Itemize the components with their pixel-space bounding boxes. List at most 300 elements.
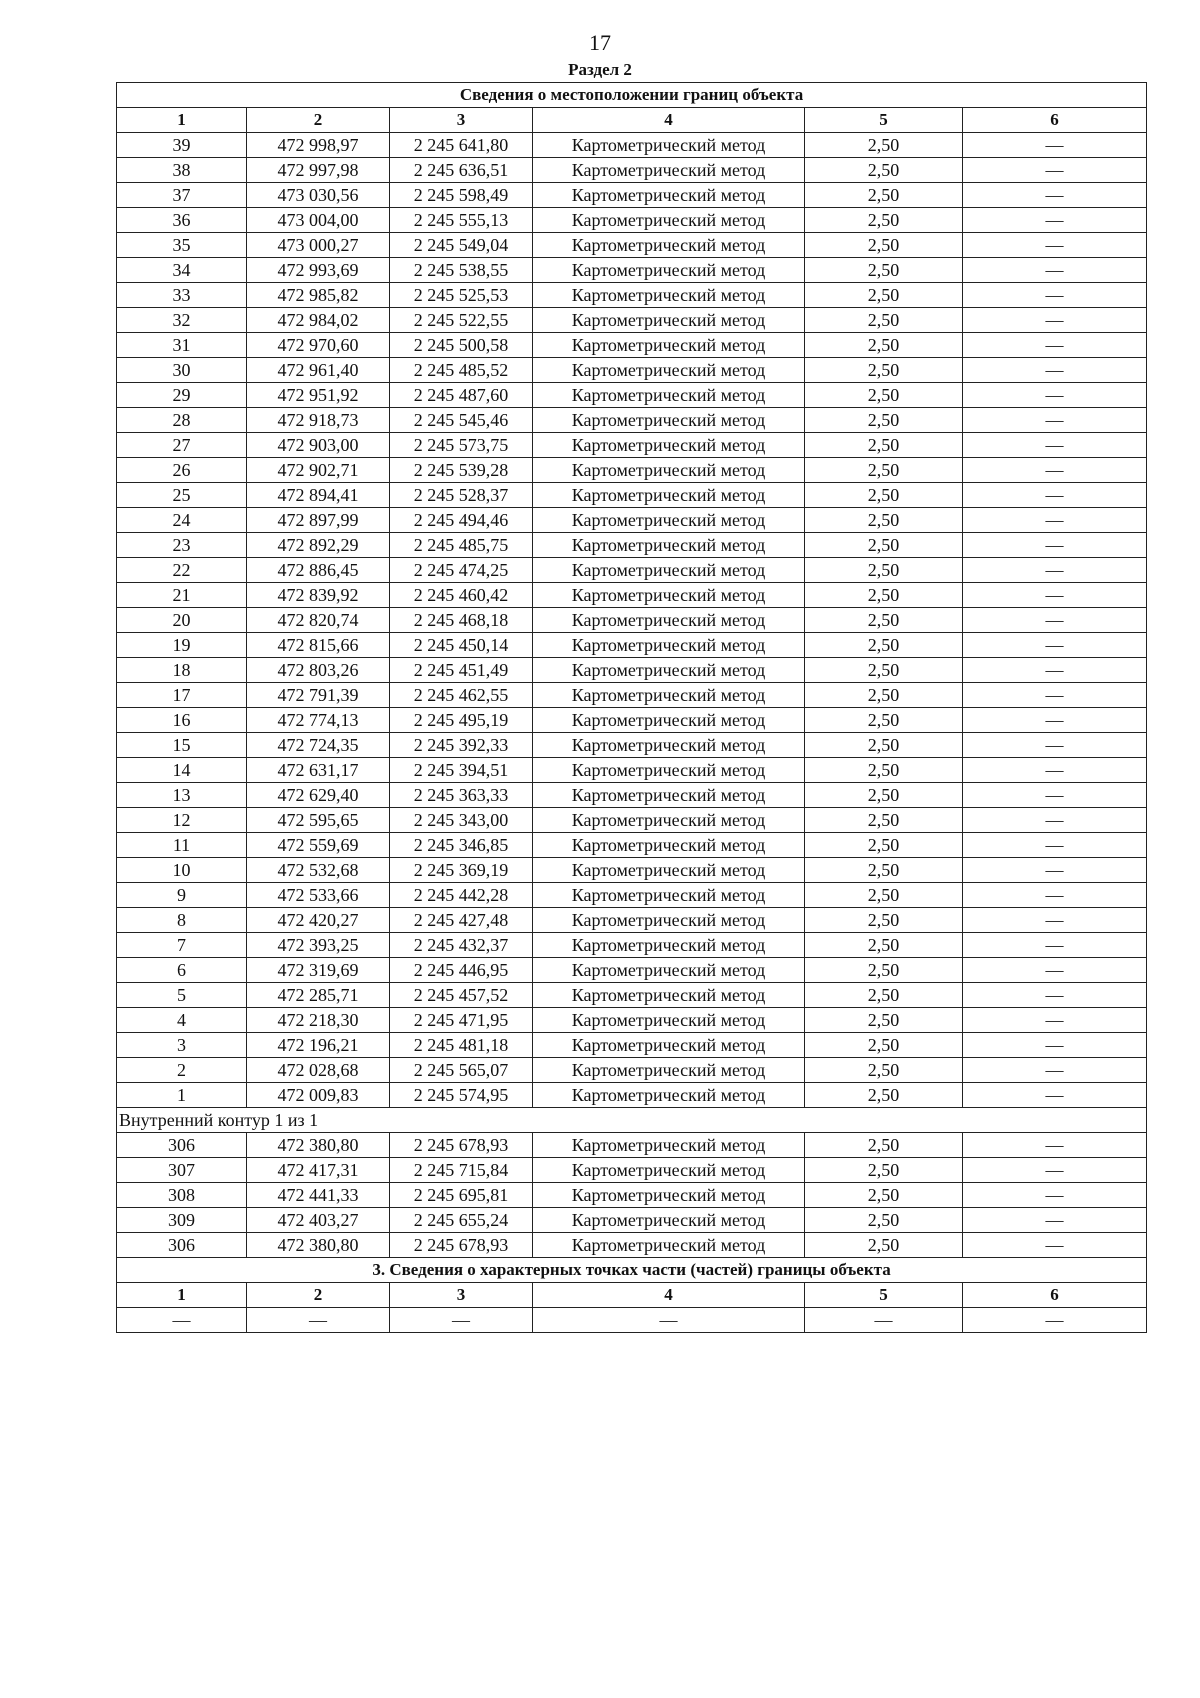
y-coordinate-cell: 2 245 678,93 xyxy=(390,1233,533,1258)
column-header: 6 xyxy=(963,1283,1147,1308)
description-cell: — xyxy=(963,808,1147,833)
accuracy-cell: 2,50 xyxy=(805,1133,963,1158)
description-cell: — xyxy=(963,558,1147,583)
accuracy-cell: 2,50 xyxy=(805,908,963,933)
accuracy-cell: 2,50 xyxy=(805,558,963,583)
description-cell: — xyxy=(963,1008,1147,1033)
point-number-cell: 27 xyxy=(117,433,247,458)
description-cell: — xyxy=(963,1083,1147,1108)
y-coordinate-cell: 2 245 457,52 xyxy=(390,983,533,1008)
description-cell: — xyxy=(963,458,1147,483)
description-cell: — xyxy=(963,533,1147,558)
column-header: 6 xyxy=(963,108,1147,133)
y-coordinate-cell: 2 245 451,49 xyxy=(390,658,533,683)
description-cell: — xyxy=(963,783,1147,808)
description-cell: — xyxy=(963,333,1147,358)
x-coordinate-cell: 472 417,31 xyxy=(247,1158,390,1183)
point-number-cell: 22 xyxy=(117,558,247,583)
y-coordinate-cell: 2 245 392,33 xyxy=(390,733,533,758)
x-coordinate-cell: 472 009,83 xyxy=(247,1083,390,1108)
page-number: 17 xyxy=(589,30,611,55)
table-row xyxy=(117,908,1147,933)
y-coordinate-cell: 2 245 636,51 xyxy=(390,158,533,183)
empty-cell: — xyxy=(533,1308,805,1333)
column-header: 5 xyxy=(805,1283,963,1308)
table-title-row xyxy=(117,83,1147,108)
x-coordinate-cell: 472 894,41 xyxy=(247,483,390,508)
point-number-cell: 308 xyxy=(117,1183,247,1208)
point-number-cell: 35 xyxy=(117,233,247,258)
accuracy-cell: 2,50 xyxy=(805,483,963,508)
description-cell: — xyxy=(963,208,1147,233)
y-coordinate-cell: 2 245 485,75 xyxy=(390,533,533,558)
x-coordinate-cell: 472 998,97 xyxy=(247,133,390,158)
x-coordinate-cell: 472 993,69 xyxy=(247,258,390,283)
x-coordinate-cell: 472 774,13 xyxy=(247,708,390,733)
point-number-cell: 306 xyxy=(117,1133,247,1158)
point-number-cell: 39 xyxy=(117,133,247,158)
x-coordinate-cell: 472 285,71 xyxy=(247,983,390,1008)
method-cell: Картометрический метод xyxy=(533,1233,805,1258)
y-coordinate-cell: 2 245 655,24 xyxy=(390,1208,533,1233)
accuracy-cell: 2,50 xyxy=(805,508,963,533)
accuracy-cell: 2,50 xyxy=(805,608,963,633)
empty-cell: — xyxy=(390,1308,533,1333)
description-cell: — xyxy=(963,858,1147,883)
inner-contour-row xyxy=(117,1108,1147,1133)
point-number-cell: 28 xyxy=(117,408,247,433)
x-coordinate-cell: 472 631,17 xyxy=(247,758,390,783)
description-cell: — xyxy=(963,983,1147,1008)
point-number-cell: 6 xyxy=(117,958,247,983)
table-row xyxy=(117,608,1147,633)
y-coordinate-cell: 2 245 474,25 xyxy=(390,558,533,583)
table-row xyxy=(117,783,1147,808)
accuracy-cell: 2,50 xyxy=(805,1058,963,1083)
y-coordinate-cell: 2 245 432,37 xyxy=(390,933,533,958)
x-coordinate-cell: 472 970,60 xyxy=(247,333,390,358)
method-cell: Картометрический метод xyxy=(533,1133,805,1158)
description-cell: — xyxy=(963,958,1147,983)
method-cell: Картометрический метод xyxy=(533,808,805,833)
point-number-cell: 12 xyxy=(117,808,247,833)
point-number-cell: 15 xyxy=(117,733,247,758)
description-cell: — xyxy=(963,283,1147,308)
method-cell: Картометрический метод xyxy=(533,433,805,458)
y-coordinate-cell: 2 245 481,18 xyxy=(390,1033,533,1058)
y-coordinate-cell: 2 245 528,37 xyxy=(390,483,533,508)
table-row xyxy=(117,683,1147,708)
section3-data-row xyxy=(117,1308,1147,1333)
column-header: 3 xyxy=(390,108,533,133)
method-cell: Картометрический метод xyxy=(533,1008,805,1033)
accuracy-cell: 2,50 xyxy=(805,333,963,358)
description-cell: — xyxy=(963,1133,1147,1158)
y-coordinate-cell: 2 245 427,48 xyxy=(390,908,533,933)
column-header: 3 xyxy=(390,1283,533,1308)
x-coordinate-cell: 472 951,92 xyxy=(247,383,390,408)
y-coordinate-cell: 2 245 678,93 xyxy=(390,1133,533,1158)
table-row xyxy=(117,833,1147,858)
column-header: 5 xyxy=(805,108,963,133)
y-coordinate-cell: 2 245 522,55 xyxy=(390,308,533,333)
point-number-cell: 309 xyxy=(117,1208,247,1233)
column-header: 4 xyxy=(533,108,805,133)
point-number-cell: 32 xyxy=(117,308,247,333)
x-coordinate-cell: 472 839,92 xyxy=(247,583,390,608)
y-coordinate-cell: 2 245 574,95 xyxy=(390,1083,533,1108)
x-coordinate-cell: 472 595,65 xyxy=(247,808,390,833)
y-coordinate-cell: 2 245 538,55 xyxy=(390,258,533,283)
x-coordinate-cell: 472 380,80 xyxy=(247,1233,390,1258)
method-cell: Картометрический метод xyxy=(533,533,805,558)
point-number-cell: 7 xyxy=(117,933,247,958)
column-header: 1 xyxy=(117,108,247,133)
method-cell: Картометрический метод xyxy=(533,933,805,958)
x-coordinate-cell: 472 791,39 xyxy=(247,683,390,708)
description-cell: — xyxy=(963,408,1147,433)
x-coordinate-cell: 472 218,30 xyxy=(247,1008,390,1033)
column-header: 4 xyxy=(533,1283,805,1308)
y-coordinate-cell: 2 245 539,28 xyxy=(390,458,533,483)
method-cell: Картометрический метод xyxy=(533,883,805,908)
x-coordinate-cell: 472 420,27 xyxy=(247,908,390,933)
accuracy-cell: 2,50 xyxy=(805,658,963,683)
description-cell: — xyxy=(963,158,1147,183)
description-cell: — xyxy=(963,708,1147,733)
column-header-row xyxy=(117,108,1147,133)
column-header: 2 xyxy=(247,1283,390,1308)
x-coordinate-cell: 472 393,25 xyxy=(247,933,390,958)
accuracy-cell: 2,50 xyxy=(805,1183,963,1208)
accuracy-cell: 2,50 xyxy=(805,883,963,908)
point-number-cell: 21 xyxy=(117,583,247,608)
table-row xyxy=(117,258,1147,283)
y-coordinate-cell: 2 245 369,19 xyxy=(390,858,533,883)
table-row xyxy=(117,483,1147,508)
method-cell: Картометрический метод xyxy=(533,683,805,708)
method-cell: Картометрический метод xyxy=(533,858,805,883)
description-cell: — xyxy=(963,683,1147,708)
x-coordinate-cell: 472 532,68 xyxy=(247,858,390,883)
accuracy-cell: 2,50 xyxy=(805,758,963,783)
inner-contour-label: Внутренний контур 1 из 1 xyxy=(117,1108,1147,1133)
x-coordinate-cell: 472 196,21 xyxy=(247,1033,390,1058)
point-number-cell: 36 xyxy=(117,208,247,233)
y-coordinate-cell: 2 245 343,00 xyxy=(390,808,533,833)
x-coordinate-cell: 472 997,98 xyxy=(247,158,390,183)
accuracy-cell: 2,50 xyxy=(805,808,963,833)
description-cell: — xyxy=(963,483,1147,508)
x-coordinate-cell: 472 533,66 xyxy=(247,883,390,908)
x-coordinate-cell: 472 892,29 xyxy=(247,533,390,558)
method-cell: Картометрический метод xyxy=(533,908,805,933)
table-row xyxy=(117,358,1147,383)
table-row xyxy=(117,458,1147,483)
accuracy-cell: 2,50 xyxy=(805,308,963,333)
description-cell: — xyxy=(963,733,1147,758)
point-number-cell: 2 xyxy=(117,1058,247,1083)
point-number-cell: 24 xyxy=(117,508,247,533)
description-cell: — xyxy=(963,358,1147,383)
accuracy-cell: 2,50 xyxy=(805,158,963,183)
method-cell: Картометрический метод xyxy=(533,708,805,733)
description-cell: — xyxy=(963,133,1147,158)
method-cell: Картометрический метод xyxy=(533,308,805,333)
table-row xyxy=(117,1058,1147,1083)
accuracy-cell: 2,50 xyxy=(805,1083,963,1108)
table-row xyxy=(117,733,1147,758)
accuracy-cell: 2,50 xyxy=(805,833,963,858)
y-coordinate-cell: 2 245 394,51 xyxy=(390,758,533,783)
table-row xyxy=(117,433,1147,458)
accuracy-cell: 2,50 xyxy=(805,858,963,883)
accuracy-cell: 2,50 xyxy=(805,983,963,1008)
x-coordinate-cell: 472 803,26 xyxy=(247,658,390,683)
section3-title: 3. Сведения о характерных точках части (частей) границы объекта xyxy=(117,1258,1147,1283)
x-coordinate-cell: 472 820,74 xyxy=(247,608,390,633)
y-coordinate-cell: 2 245 487,60 xyxy=(390,383,533,408)
point-number-cell: 29 xyxy=(117,383,247,408)
method-cell: Картометрический метод xyxy=(533,333,805,358)
empty-cell: — xyxy=(247,1308,390,1333)
method-cell: Картометрический метод xyxy=(533,383,805,408)
method-cell: Картометрический метод xyxy=(533,283,805,308)
method-cell: Картометрический метод xyxy=(533,208,805,233)
point-number-cell: 11 xyxy=(117,833,247,858)
point-number-cell: 37 xyxy=(117,183,247,208)
method-cell: Картометрический метод xyxy=(533,408,805,433)
x-coordinate-cell: 472 918,73 xyxy=(247,408,390,433)
column-header: 1 xyxy=(117,1283,247,1308)
y-coordinate-cell: 2 245 494,46 xyxy=(390,508,533,533)
description-cell: — xyxy=(963,1158,1147,1183)
method-cell: Картометрический метод xyxy=(533,458,805,483)
point-number-cell: 17 xyxy=(117,683,247,708)
x-coordinate-cell: 472 319,69 xyxy=(247,958,390,983)
description-cell: — xyxy=(963,1233,1147,1258)
table-title: Сведения о местоположении границ объекта xyxy=(117,83,1147,108)
empty-cell: — xyxy=(117,1308,247,1333)
table-row xyxy=(117,1233,1147,1258)
point-number-cell: 31 xyxy=(117,333,247,358)
x-coordinate-cell: 472 028,68 xyxy=(247,1058,390,1083)
table-row xyxy=(117,533,1147,558)
x-coordinate-cell: 472 403,27 xyxy=(247,1208,390,1233)
description-cell: — xyxy=(963,233,1147,258)
method-cell: Картометрический метод xyxy=(533,608,805,633)
accuracy-cell: 2,50 xyxy=(805,533,963,558)
point-number-cell: 34 xyxy=(117,258,247,283)
description-cell: — xyxy=(963,1183,1147,1208)
method-cell: Картометрический метод xyxy=(533,833,805,858)
accuracy-cell: 2,50 xyxy=(805,1033,963,1058)
method-cell: Картометрический метод xyxy=(533,1083,805,1108)
point-number-cell: 4 xyxy=(117,1008,247,1033)
description-cell: — xyxy=(963,383,1147,408)
y-coordinate-cell: 2 245 598,49 xyxy=(390,183,533,208)
table-row xyxy=(117,133,1147,158)
accuracy-cell: 2,50 xyxy=(805,133,963,158)
accuracy-cell: 2,50 xyxy=(805,233,963,258)
table-row xyxy=(117,383,1147,408)
description-cell: — xyxy=(963,608,1147,633)
table-row xyxy=(117,858,1147,883)
method-cell: Картометрический метод xyxy=(533,733,805,758)
point-number-cell: 3 xyxy=(117,1033,247,1058)
y-coordinate-cell: 2 245 545,46 xyxy=(390,408,533,433)
table-row xyxy=(117,958,1147,983)
section-title: Раздел 2 xyxy=(568,60,632,79)
y-coordinate-cell: 2 245 641,80 xyxy=(390,133,533,158)
accuracy-cell: 2,50 xyxy=(805,1158,963,1183)
y-coordinate-cell: 2 245 471,95 xyxy=(390,1008,533,1033)
y-coordinate-cell: 2 245 525,53 xyxy=(390,283,533,308)
y-coordinate-cell: 2 245 446,95 xyxy=(390,958,533,983)
point-number-cell: 1 xyxy=(117,1083,247,1108)
accuracy-cell: 2,50 xyxy=(805,733,963,758)
point-number-cell: 8 xyxy=(117,908,247,933)
description-cell: — xyxy=(963,1208,1147,1233)
description-cell: — xyxy=(963,433,1147,458)
description-cell: — xyxy=(963,183,1147,208)
method-cell: Картометрический метод xyxy=(533,133,805,158)
table-row xyxy=(117,1133,1147,1158)
x-coordinate-cell: 472 961,40 xyxy=(247,358,390,383)
x-coordinate-cell: 472 902,71 xyxy=(247,458,390,483)
empty-cell: — xyxy=(963,1308,1147,1333)
method-cell: Картометрический метод xyxy=(533,1158,805,1183)
description-cell: — xyxy=(963,633,1147,658)
x-coordinate-cell: 472 629,40 xyxy=(247,783,390,808)
method-cell: Картометрический метод xyxy=(533,508,805,533)
accuracy-cell: 2,50 xyxy=(805,1008,963,1033)
point-number-cell: 20 xyxy=(117,608,247,633)
description-cell: — xyxy=(963,883,1147,908)
x-coordinate-cell: 472 380,80 xyxy=(247,1133,390,1158)
method-cell: Картометрический метод xyxy=(533,158,805,183)
table-row xyxy=(117,1183,1147,1208)
x-coordinate-cell: 472 815,66 xyxy=(247,633,390,658)
point-number-cell: 26 xyxy=(117,458,247,483)
table-row xyxy=(117,233,1147,258)
accuracy-cell: 2,50 xyxy=(805,1208,963,1233)
method-cell: Картометрический метод xyxy=(533,583,805,608)
column-header: 2 xyxy=(247,108,390,133)
y-coordinate-cell: 2 245 555,13 xyxy=(390,208,533,233)
table-row xyxy=(117,1083,1147,1108)
table-row xyxy=(117,758,1147,783)
point-number-cell: 9 xyxy=(117,883,247,908)
accuracy-cell: 2,50 xyxy=(805,258,963,283)
table-row xyxy=(117,183,1147,208)
accuracy-cell: 2,50 xyxy=(805,708,963,733)
table-row xyxy=(117,933,1147,958)
table-row xyxy=(117,208,1147,233)
description-cell: — xyxy=(963,1033,1147,1058)
method-cell: Картометрический метод xyxy=(533,258,805,283)
accuracy-cell: 2,50 xyxy=(805,783,963,808)
x-coordinate-cell: 472 897,99 xyxy=(247,508,390,533)
section3-title-row xyxy=(117,1258,1147,1283)
y-coordinate-cell: 2 245 442,28 xyxy=(390,883,533,908)
table-row xyxy=(117,1008,1147,1033)
table-row xyxy=(117,333,1147,358)
point-number-cell: 30 xyxy=(117,358,247,383)
accuracy-cell: 2,50 xyxy=(805,958,963,983)
accuracy-cell: 2,50 xyxy=(805,283,963,308)
description-cell: — xyxy=(963,308,1147,333)
section3-header-row xyxy=(117,1283,1147,1308)
table-row xyxy=(117,808,1147,833)
point-number-cell: 19 xyxy=(117,633,247,658)
table-row xyxy=(117,158,1147,183)
y-coordinate-cell: 2 245 346,85 xyxy=(390,833,533,858)
x-coordinate-cell: 473 030,56 xyxy=(247,183,390,208)
method-cell: Картометрический метод xyxy=(533,758,805,783)
description-cell: — xyxy=(963,933,1147,958)
y-coordinate-cell: 2 245 495,19 xyxy=(390,708,533,733)
table-row xyxy=(117,583,1147,608)
accuracy-cell: 2,50 xyxy=(805,1233,963,1258)
accuracy-cell: 2,50 xyxy=(805,683,963,708)
method-cell: Картометрический метод xyxy=(533,358,805,383)
point-number-cell: 25 xyxy=(117,483,247,508)
y-coordinate-cell: 2 245 695,81 xyxy=(390,1183,533,1208)
method-cell: Картометрический метод xyxy=(533,1183,805,1208)
accuracy-cell: 2,50 xyxy=(805,183,963,208)
boundary-table xyxy=(116,82,1147,1333)
table-row xyxy=(117,983,1147,1008)
method-cell: Картометрический метод xyxy=(533,183,805,208)
table-row xyxy=(117,1208,1147,1233)
x-coordinate-cell: 472 985,82 xyxy=(247,283,390,308)
table-row xyxy=(117,883,1147,908)
description-cell: — xyxy=(963,1058,1147,1083)
accuracy-cell: 2,50 xyxy=(805,408,963,433)
x-coordinate-cell: 472 441,33 xyxy=(247,1183,390,1208)
point-number-cell: 307 xyxy=(117,1158,247,1183)
y-coordinate-cell: 2 245 573,75 xyxy=(390,433,533,458)
method-cell: Картометрический метод xyxy=(533,558,805,583)
description-cell: — xyxy=(963,258,1147,283)
table-row xyxy=(117,558,1147,583)
description-cell: — xyxy=(963,758,1147,783)
table-row xyxy=(117,1033,1147,1058)
empty-cell: — xyxy=(805,1308,963,1333)
description-cell: — xyxy=(963,583,1147,608)
accuracy-cell: 2,50 xyxy=(805,633,963,658)
table-row xyxy=(117,1158,1147,1183)
method-cell: Картометрический метод xyxy=(533,1058,805,1083)
table-row xyxy=(117,633,1147,658)
accuracy-cell: 2,50 xyxy=(805,583,963,608)
point-number-cell: 10 xyxy=(117,858,247,883)
description-cell: — xyxy=(963,833,1147,858)
y-coordinate-cell: 2 245 485,52 xyxy=(390,358,533,383)
method-cell: Картометрический метод xyxy=(533,233,805,258)
method-cell: Картометрический метод xyxy=(533,783,805,808)
y-coordinate-cell: 2 245 460,42 xyxy=(390,583,533,608)
y-coordinate-cell: 2 245 363,33 xyxy=(390,783,533,808)
accuracy-cell: 2,50 xyxy=(805,458,963,483)
point-number-cell: 38 xyxy=(117,158,247,183)
method-cell: Картометрический метод xyxy=(533,1208,805,1233)
x-coordinate-cell: 472 984,02 xyxy=(247,308,390,333)
accuracy-cell: 2,50 xyxy=(805,358,963,383)
table-row xyxy=(117,708,1147,733)
method-cell: Картометрический метод xyxy=(533,633,805,658)
